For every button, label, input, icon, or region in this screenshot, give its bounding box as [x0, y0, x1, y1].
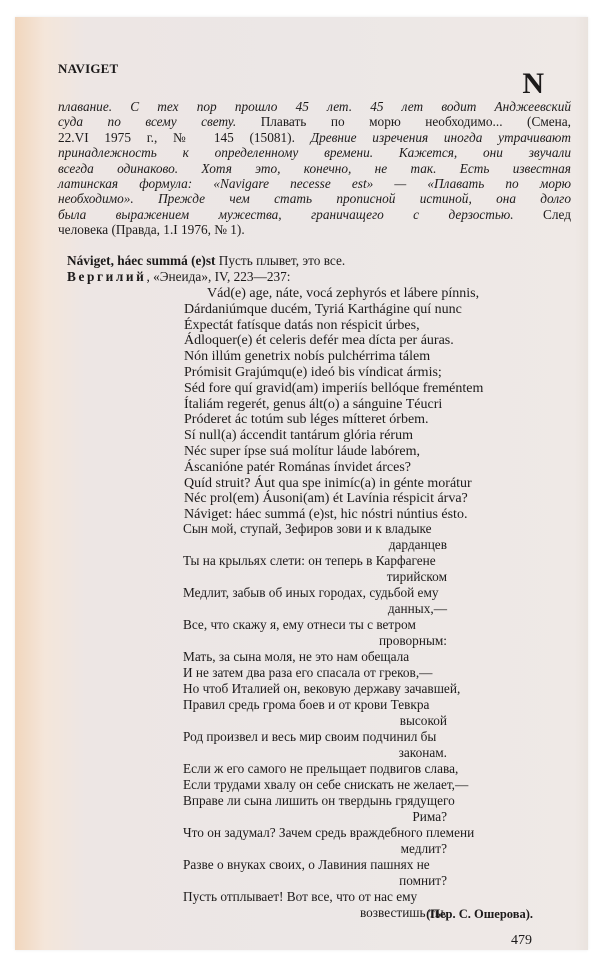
verse-line: Sí null(a) áccendit tantárum glória rérum — [184, 428, 413, 444]
verse-line-continuation: Рима? — [412, 809, 447, 824]
verse-line: Но чтоб Италией он, вековую державу зачавшей, — [183, 681, 461, 696]
verse-line: Ítaliám regerét, genus ált(o) a sánguine Téucri — [184, 396, 443, 412]
italic-run: суда по всему свету. — [58, 114, 237, 130]
verse-line: И не затем два раза его спасала от греков,— — [183, 665, 433, 680]
citation-paragraph — [58, 99, 571, 238]
latin-verse — [184, 286, 483, 523]
entry-latin: Náviget, háec summá (e)st — [67, 253, 216, 268]
page-number: 479 — [511, 933, 532, 948]
italic-run: была выражением мужества, граничащего с дерзостью. — [58, 206, 543, 222]
text-line — [58, 130, 571, 145]
text-line: плавание. С тех пор прошло 45 лет. 45 лет водит Анджеевский — [58, 99, 571, 114]
verse-line: Ты на крыльях слети: он теперь в Карфагене — [183, 553, 436, 568]
author-name: Вергилий — [67, 269, 147, 284]
source-citation — [67, 269, 290, 285]
roman-run: След — [543, 206, 571, 222]
translator-credit: (Пер. С. Ошерова). — [426, 907, 533, 921]
running-head: NAVIGET — [58, 61, 119, 76]
verse-line-continuation: проворным: — [378, 633, 447, 648]
text-line — [58, 207, 571, 222]
text-line — [58, 114, 571, 129]
verse-line: Все, что скажу я, ему отнеси ты с ветром — [183, 617, 416, 632]
book-page — [15, 17, 588, 950]
verse-line: Мать, за сына моля, не это нам обещала — [183, 649, 410, 664]
text-line: латинская формула: «Navigare necesse est» — «Плавать по морю — [58, 176, 571, 192]
verse-line: Séd fore quí gravid(am) imperiís bellóque freméntem — [184, 380, 484, 396]
verse-line: Prómisit Grajúmqu(e) ideó bis víndicat ármis; — [184, 364, 442, 380]
verse-line: Сын мой, ступай, Зефиров зови и к владыке — [183, 521, 432, 536]
verse-line: Если трудами хвалу он себе снискать не желает,— — [183, 777, 469, 792]
verse-line-continuation: медлит? — [400, 841, 447, 856]
verse-line: Правил средь грома боев и от крови Тевкра — [183, 697, 430, 712]
verse-line-continuation: дарданцев — [388, 537, 447, 552]
russian-verse-translation — [183, 521, 475, 921]
text-line: человека (Правда, 1.I 1976, № 1). — [58, 222, 245, 238]
verse-line: Éxpectát fatísque datás non réspicit úrbes, — [184, 317, 420, 333]
verse-line: Próderet ác totúm sub léges mítteret órbem. — [184, 412, 429, 428]
verse-line: Nón illúm genetrix nobís pulchérrima tálem — [184, 349, 431, 365]
entry-heading — [67, 253, 345, 269]
verse-line-continuation: возвестишь ты. — [359, 905, 447, 920]
verse-line: Áscanióne patér Románas ínvidet árces? — [184, 459, 412, 475]
verse-line: Медлит, забыв об иных городах, судьбой ему — [183, 585, 439, 600]
verse-line-continuation: помнит? — [399, 873, 447, 888]
verse-line-continuation: данных,— — [387, 601, 447, 616]
roman-run: Плавать по морю необходимо... (Смена, — [236, 114, 571, 130]
verse-line-continuation: законам. — [398, 745, 447, 760]
roman-run: 22.VI 1975 г., № 145 (15081). — [58, 129, 311, 145]
verse-line: Пусть отплывает! Вот все, что от нас ему — [183, 889, 418, 904]
verse-line-continuation: тирийском — [386, 569, 447, 584]
section-letter: N — [522, 67, 544, 100]
verse-line: Род произвел и весь мир своим подчинил бы — [183, 729, 437, 744]
verse-line: Vád(e) age, náte, vocá zephyrós et lábere pínnis, — [207, 286, 480, 301]
verse-line: Dárdaniúmque ducém, Tyriá Karthágine quí nunc — [184, 301, 462, 317]
text-line: принадлежность к определенному времени. Кажется, они звучали — [58, 145, 571, 161]
text-line: необходимо». Прежде чем стать прописной истиной, она долго — [58, 191, 571, 207]
verse-line: Náviget: háec summá (e)st, hic nóstri núntius ésto. — [184, 507, 468, 523]
entry-translation: Пусть плывет, это все. — [215, 253, 346, 268]
text-line: всегда одинаково. Хотя это, конечно, не так. Есть известная — [58, 160, 571, 176]
verse-line: Néc super ípse suá molítur láude labórem, — [184, 443, 420, 459]
verse-line: Ádloquer(e) ét celeris defér mea dícta per áuras. — [184, 333, 454, 349]
verse-line: Вправе ли сына лишить он твердынь грядущего — [183, 793, 455, 808]
verse-line: Разве о внуках своих, о Лавиния пашнях не — [183, 857, 430, 872]
verse-line-continuation: высокой — [399, 713, 447, 728]
work-title: , «Энеида», IV, 223—237: — [146, 269, 291, 284]
verse-line: Néc prol(em) Áusoni(am) ét Lavínia réspicit árva? — [184, 491, 468, 507]
italic-run: Древние изречения иногда утрачивают — [310, 129, 571, 145]
verse-line: Quíd struit? Áut qua spe inimíc(a) in génte morátur — [184, 475, 472, 491]
verse-line: Что он задумал? Зачем средь враждебного племени — [183, 825, 475, 840]
verse-line: Если ж его самого не прельщает подвигов слава, — [183, 761, 459, 776]
